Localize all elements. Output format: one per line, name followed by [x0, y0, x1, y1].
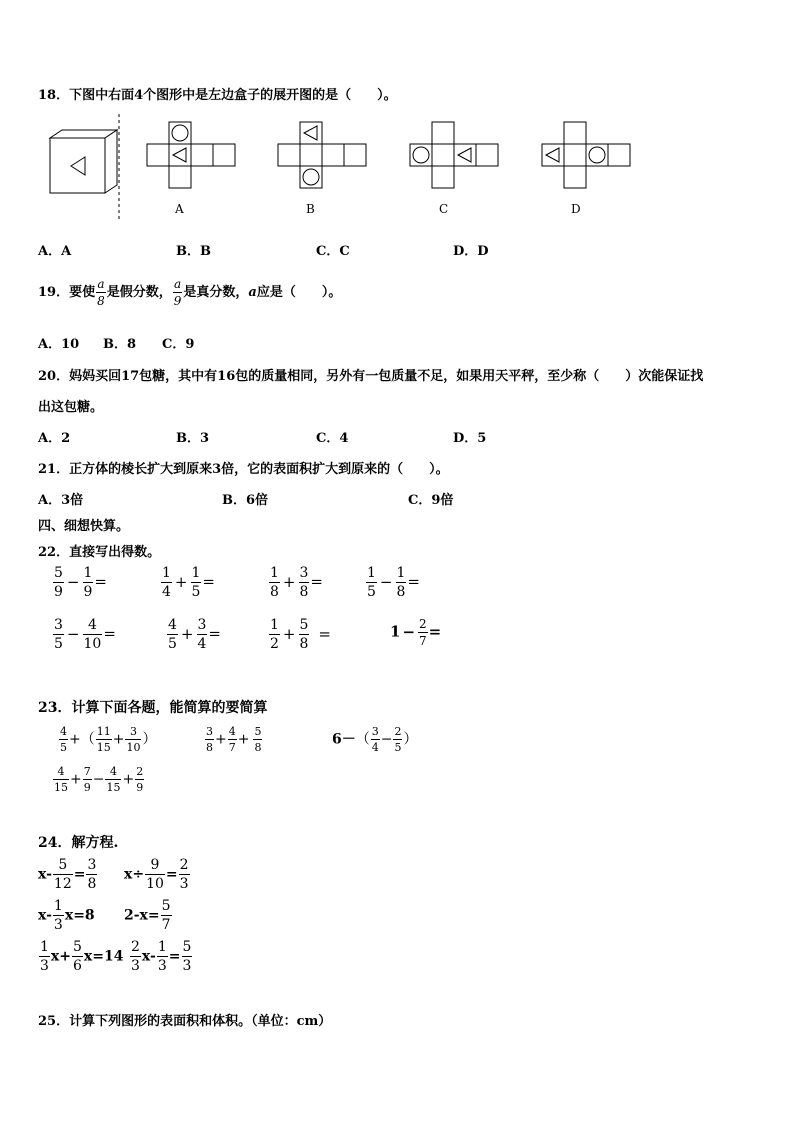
q22-item-8: 1 − $\frac{2}{7}$ =	[390, 617, 442, 648]
q19-option-c[interactable]: C．9	[162, 337, 195, 352]
q20-option-d[interactable]: D．5	[453, 431, 487, 446]
q21-stem: 21．正方体的棱长扩大到原来3倍，它的表面积扩大到原来的（ ）。	[38, 462, 449, 477]
q18-stem: 18．下图中右面4个图形中是左边盒子的展开图的是（ ）。	[38, 88, 397, 103]
q21-option-c[interactable]: C．9倍	[408, 493, 454, 508]
q20-option-b[interactable]: B．3	[176, 431, 210, 446]
q23-expr-1: $\frac{4}{5}$ +（ $\frac{11}{15}$ + $\frac{3}{10}$ ）	[60, 725, 157, 754]
q22-item-2: $\frac{1}{4}$ + $\frac{1}{5}$ =	[162, 565, 215, 600]
q18-figure	[40, 110, 660, 225]
net-d	[542, 122, 630, 188]
q24-eq-3: x- $\frac{1}{3}$ x=8	[38, 898, 95, 933]
q24-eq-4: 2-x= $\frac{5}{7}$	[124, 898, 171, 933]
q22-stem: 22．直接写出得数。	[38, 545, 161, 560]
q25-stem: 25．计算下列图形的表面积和体积。（单位：cm）	[38, 1014, 332, 1029]
net-label-b: B	[306, 202, 315, 216]
q20-stem-line2: 出这包糖。	[38, 400, 104, 415]
q24-eq-5: $\frac{1}{3}$ x+ $\frac{5}{6}$ x=14	[40, 939, 124, 974]
net-label-a: A	[175, 202, 184, 216]
q23-expr-3: 6－（ $\frac{3}{4}$ − $\frac{2}{5}$ ）	[332, 725, 418, 754]
q18-option-d[interactable]: D．D	[453, 244, 489, 259]
q20-option-a[interactable]: A．2	[38, 431, 71, 446]
q24-eq-2: x÷ $\frac{9}{10}$ = $\frac{2}{3}$	[124, 857, 189, 892]
net-label-d: D	[571, 202, 581, 216]
q19-option-b[interactable]: B．8	[103, 337, 137, 352]
q24-eq-6: $\frac{2}{3}$ x- $\frac{1}{3}$ = $\frac{5}{3}$	[131, 939, 192, 974]
q19-option-a[interactable]: A．10	[38, 337, 80, 352]
q18-option-a[interactable]: A．A	[38, 244, 72, 259]
q23-expr-2: $\frac{3}{8}$ + $\frac{4}{7}$ + $\frac{5}{8}$	[206, 725, 262, 754]
q19-stem: 19．要使 $\frac{a}{8}$ 是假分数， $\frac{a}{9}$ 是真分数，a应是（ ）。	[38, 277, 342, 308]
q18-option-b[interactable]: B．B	[176, 244, 211, 259]
net-a	[147, 122, 235, 188]
q22-item-6: $\frac{4}{5}$ + $\frac{3}{4}$ =	[168, 617, 221, 652]
q22-item-1: $\frac{5}{9}$ − $\frac{1}{9}$ =	[54, 565, 107, 600]
q23-stem: 23．计算下面各题，能简算的要简算	[38, 700, 268, 716]
q18-option-c[interactable]: C．C	[316, 244, 350, 259]
cube-figure	[50, 130, 117, 193]
q22-item-4: $\frac{1}{5}$ − $\frac{1}{8}$ =	[367, 565, 420, 600]
q20-stem-line1: 20．妈妈买回17包糖，其中有16包的质量相同，另外有一包质量不足，如果用天平秤，至少称（ ）次能保证找	[38, 369, 704, 384]
q21-option-a[interactable]: A．3倍	[38, 493, 84, 508]
q24-stem: 24．解方程.	[38, 835, 119, 851]
net-c	[410, 122, 498, 188]
q22-item-7: $\frac{1}{2}$ + $\frac{5}{8}$ =	[270, 617, 331, 652]
net-label-c: C	[439, 202, 449, 216]
q24-eq-1: x- $\frac{5}{12}$ = $\frac{3}{8}$	[38, 857, 97, 892]
q21-option-b[interactable]: B．6倍	[222, 493, 269, 508]
section-four-title: 四、细想快算。	[38, 519, 130, 534]
q23-expr-4: $\frac{4}{15}$ + $\frac{7}{9}$ − $\frac{4}{15}$ + $\frac{2}{9}$	[54, 765, 144, 794]
net-b	[278, 122, 366, 188]
q20-option-c[interactable]: C．4	[316, 431, 349, 446]
q22-item-5: $\frac{3}{5}$ − $\frac{4}{10}$ =	[54, 617, 116, 652]
q22-item-3: $\frac{1}{8}$ + $\frac{3}{8}$ =	[270, 565, 323, 600]
